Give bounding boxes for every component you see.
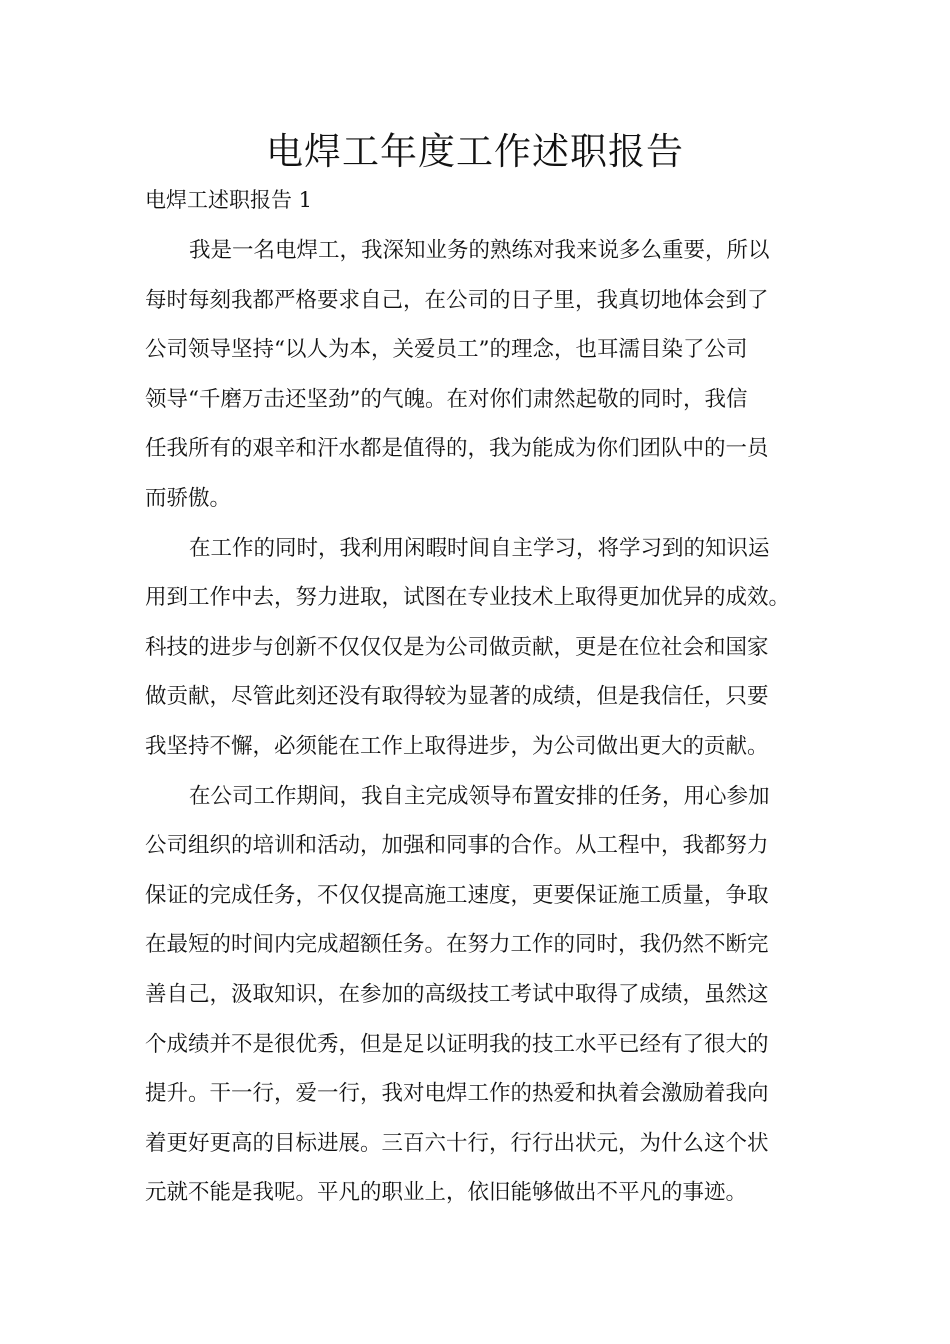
text-line: 善自己，汲取知识，在参加的高级技工考试中取得了成绩，虽然这: [145, 981, 769, 1007]
text-line: 我是一名电焊工，我深知业务的熟练对我来说多么重要，所以: [189, 238, 770, 263]
text-line: 做贡献，尽管此刻还没有取得较为显著的成绩，但是我信任，只要: [145, 684, 769, 710]
document-title: 电焊工年度工作述职报告: [266, 130, 684, 173]
text-line: 任我所有的艰辛和汗水都是值得的，我为能成为你们团队中的一员: [145, 436, 769, 462]
text-line: 领导“千磨万击还坚劲”的气魄。在对你们肃然起敬的同时，我信: [145, 386, 748, 412]
text-line: 在工作的同时，我利用闲暇时间自主学习，将学习到的知识运: [189, 535, 770, 561]
text-line: 我坚持不懈，必须能在工作上取得进步，为公司做出更大的贡献。: [145, 733, 769, 759]
text-line: 元就不能是我呢。平凡的职业上，依旧能够做出不平凡的事迹。: [145, 1180, 748, 1206]
text-line: 每时每刻我都严格要求自己，在公司的日子里，我真切地体会到了: [145, 287, 769, 313]
text-line: 公司组织的培训和活动，加强和同事的合作。从工程中，我都努力: [145, 833, 769, 859]
text-line: 在公司工作期间，我自主完成领导布置安排的任务，用心参加: [189, 783, 770, 809]
text-line: 公司领导坚持“以人为本，关爱员工”的理念，也耳濡目染了公司: [145, 337, 748, 363]
document-body: [145, 226, 805, 1218]
text-line: 提升。干一行，爱一行，我对电焊工作的热爱和执着会激励着我向: [145, 1081, 769, 1107]
text-line: 科技的进步与创新不仅仅仅是为公司做贡献，更是在位社会和国家: [145, 634, 769, 660]
text-line: 着更好更高的目标进展。三百六十行，行行出状元，为什么这个状: [145, 1130, 769, 1156]
text-line: 而骄傲。: [145, 485, 232, 511]
section-heading: 电焊工述职报告 1: [145, 188, 313, 212]
text-line: 保证的完成任务，不仅仅提高施工速度，更要保证施工质量，争取: [145, 882, 769, 908]
text-line: 个成绩并不是很优秀，但是足以证明我的技工水平已经有了很大的: [145, 1031, 769, 1057]
text-line: 在最短的时间内完成超额任务。在努力工作的同时，我仍然不断完: [145, 932, 769, 958]
text-line: 用到工作中去，努力进取，试图在专业技术上取得更加优异的成效。: [145, 585, 791, 611]
